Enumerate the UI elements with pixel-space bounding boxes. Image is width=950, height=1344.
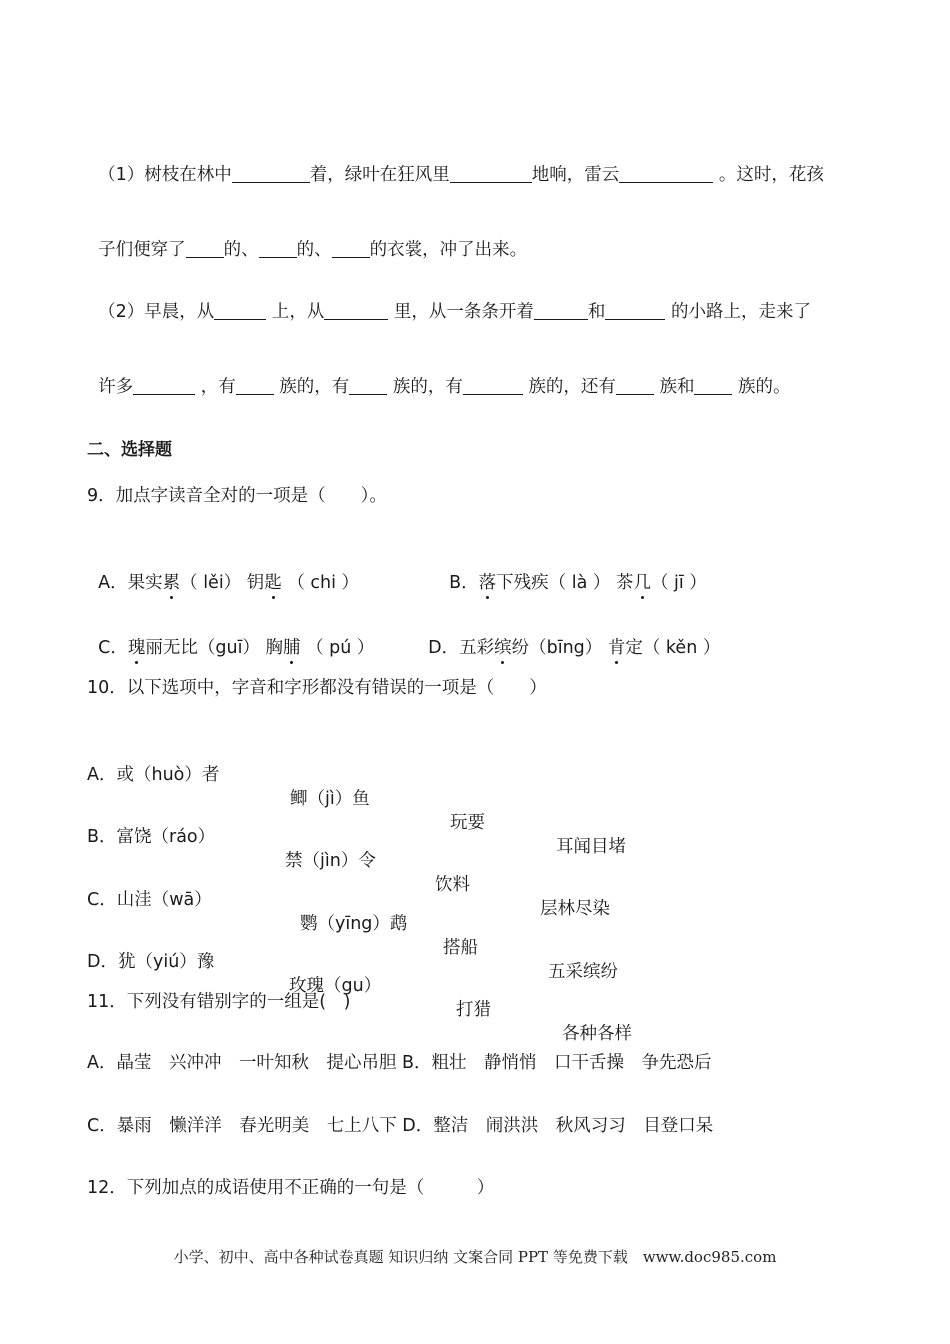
option-part: C．山洼（wā） <box>87 890 212 910</box>
option-part: 五采缤纷 <box>548 962 618 982</box>
dotted-char: 瑰 <box>127 638 146 658</box>
dotted-char: 肯 <box>607 638 626 658</box>
text: （2）早晨，从 <box>98 302 215 322</box>
fill-blank[interactable] <box>616 376 654 395</box>
q11-options-row2[interactable]: C．暴雨 懒洋洋 春光明美 七上八下 D．整洁 闹洪洪 秋风习习 目登口呆 <box>87 1116 714 1136</box>
text: 的、 <box>223 240 259 260</box>
text: ，有 <box>195 377 236 397</box>
fill-blank[interactable] <box>259 239 297 258</box>
dotted-char: 缤 <box>494 638 512 658</box>
fill-blank[interactable] <box>605 301 665 320</box>
fill-blank[interactable] <box>332 239 370 258</box>
option-part: B．富饶（ráo） <box>87 827 216 847</box>
q11-options-row1[interactable]: A．晶莹 兴冲冲 一叶知秋 提心吊胆 B．粗壮 静悄悄 口干舌操 争先恐后 <box>87 1053 712 1073</box>
dotted-char: 几 <box>633 573 651 593</box>
fill-blank[interactable] <box>236 376 274 395</box>
q9-option-d[interactable] <box>417 612 720 660</box>
text: D．五彩 <box>428 638 495 658</box>
text: B． <box>449 573 479 593</box>
option-part: 玩要 <box>450 813 485 833</box>
text: 的衣裳，冲了出来。 <box>369 240 528 260</box>
text: 族的，有 <box>387 377 463 397</box>
text: 。这时，花孩 <box>713 165 824 185</box>
q8-p1-line1 <box>87 139 824 187</box>
q8-p1-line2 <box>87 214 527 262</box>
text: 着，绿叶在狂风里 <box>309 165 450 185</box>
option-part: 搭船 <box>443 938 478 958</box>
text: （1）树枝在林中 <box>98 165 232 185</box>
fill-blank[interactable] <box>463 376 523 395</box>
text: 族的，还有 <box>522 377 616 397</box>
text: 的、 <box>296 240 332 260</box>
text: 和 <box>587 302 606 322</box>
q12-stem: 12．下列加点的成语使用不正确的一句是（ ） <box>87 1178 495 1198</box>
text: 里，从一条条开着 <box>388 302 534 322</box>
option-part: 禁（jìn）令 <box>285 851 376 871</box>
fill-blank[interactable] <box>450 164 532 183</box>
fill-blank[interactable] <box>324 301 388 320</box>
q10-stem: 10．以下选项中，字音和字形都没有错误的一项是（ ） <box>87 678 547 698</box>
page-footer: 小学、初中、高中各种试卷真题 知识归纳 文案合同 PPT 等免费下载 www.doc985.com <box>173 1248 777 1266</box>
text: 定（ kěn ） <box>625 638 721 658</box>
text: 的小路上，走来了 <box>665 302 811 322</box>
q11-stem: 11．下列没有错别字的一组是( ) <box>87 992 351 1012</box>
text: （ chi ） <box>281 573 360 593</box>
text: （ pú ） <box>300 638 375 658</box>
text: 下残疾（ là ） 茶 <box>496 573 634 593</box>
text: （ jī ） <box>650 573 707 593</box>
section-heading: 二、选择题 <box>87 440 172 460</box>
dotted-char: 脯 <box>283 638 301 658</box>
fill-blank[interactable] <box>349 376 387 395</box>
q9-stem: 9．加点字读音全对的一项是（ ）。 <box>87 486 387 506</box>
fill-blank[interactable] <box>214 301 266 320</box>
text: 族和 <box>653 377 695 397</box>
option-part: 层林尽染 <box>540 899 610 919</box>
q9-option-b[interactable] <box>438 547 707 595</box>
option-part: A．或（huò）者 <box>87 765 220 785</box>
text: 许多 <box>98 377 134 397</box>
option-part: D．犹（yiú）豫 <box>87 952 215 972</box>
text: C． <box>98 638 128 658</box>
text: A．果实 <box>98 573 163 593</box>
q8-p2-line1 <box>87 276 811 324</box>
q8-p2-line2 <box>87 351 791 399</box>
option-part: 玫瑰（gu） <box>289 976 382 996</box>
option-part: 打猎 <box>456 1000 491 1020</box>
dotted-char: 落 <box>478 573 497 593</box>
option-part: 鲫（jì）鱼 <box>290 789 370 809</box>
q9-option-a[interactable] <box>87 547 359 595</box>
fill-blank[interactable] <box>534 301 588 320</box>
text: 族的，有 <box>273 377 350 397</box>
fill-blank[interactable] <box>694 376 732 395</box>
text: 上，从 <box>266 302 325 322</box>
fill-blank[interactable] <box>186 239 224 258</box>
fill-blank[interactable] <box>232 164 310 183</box>
text: （ lěi） 钥 <box>180 573 265 593</box>
q9-option-c[interactable] <box>87 612 374 660</box>
text: 丽无比（guī） 胸 <box>145 638 283 658</box>
dotted-char: 累 <box>162 573 181 593</box>
option-part: 鹦（yīng）鹉 <box>300 914 408 934</box>
option-part: 各种各样 <box>562 1024 632 1044</box>
text: 族的。 <box>732 377 791 397</box>
option-part: 饮料 <box>435 875 470 895</box>
fill-blank[interactable] <box>619 164 713 183</box>
dotted-char: 匙 <box>264 573 282 593</box>
text: 地响，雷云 <box>531 165 620 185</box>
text: 子们便穿了 <box>98 240 186 260</box>
option-part: 耳闻目堵 <box>556 837 626 857</box>
fill-blank[interactable] <box>133 376 195 395</box>
text: 纷（bīng） <box>511 638 608 658</box>
